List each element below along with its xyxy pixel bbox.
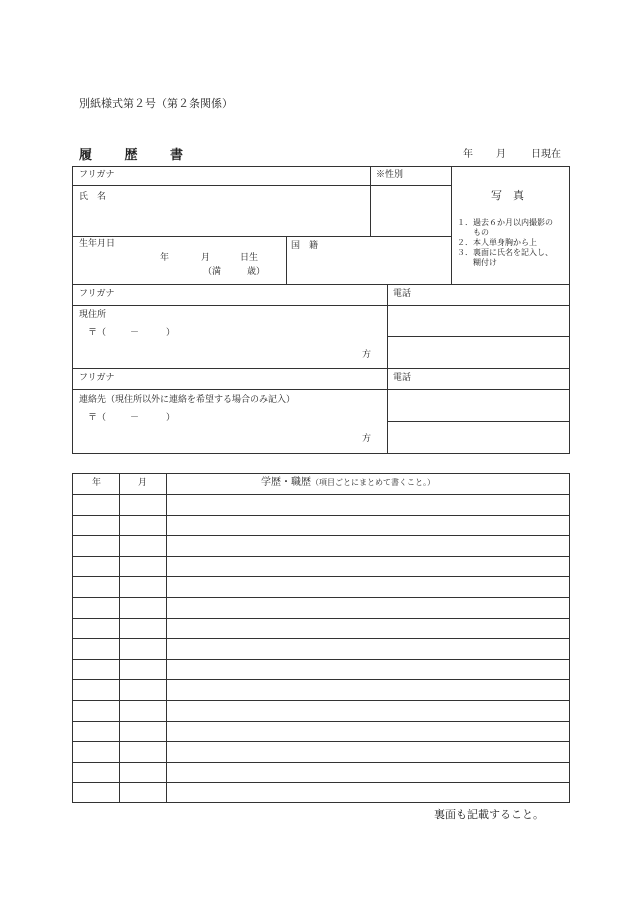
photo-note: 糊付け xyxy=(457,258,497,267)
table-row[interactable] xyxy=(73,536,569,556)
current-address-field[interactable] xyxy=(74,342,354,366)
table-row[interactable] xyxy=(73,742,569,762)
table-row[interactable] xyxy=(73,577,569,597)
table-row[interactable] xyxy=(73,619,569,639)
contact-phone-label: 電話 xyxy=(393,373,412,383)
table-row[interactable] xyxy=(73,680,569,700)
contact-phone-field-alt[interactable] xyxy=(389,423,568,452)
contact-phone-field[interactable] xyxy=(389,391,568,419)
photo-note: ２．本人単身胸から上 xyxy=(457,238,537,247)
form-code: 別紙様式第２号（第２条関係） xyxy=(79,97,233,110)
contact-suffix: 方 xyxy=(362,434,372,444)
table-row[interactable] xyxy=(73,598,569,618)
age-open-label: （満 xyxy=(203,267,222,277)
contact-address-label: 連絡先（現住所以外に連絡を希望する場合のみ記入） xyxy=(79,395,296,405)
nationality-field[interactable] xyxy=(288,256,448,283)
history-col-content xyxy=(261,478,435,488)
contact-postal-prefix: 〒（ xyxy=(88,413,107,423)
photo-note: もの xyxy=(457,228,489,237)
name-label: 氏 名 xyxy=(79,192,107,202)
table-row[interactable] xyxy=(73,783,569,803)
contact-address-field[interactable] xyxy=(74,427,354,451)
table-row[interactable] xyxy=(73,763,569,783)
phone-field[interactable] xyxy=(389,307,568,334)
photo-label: 写 真 xyxy=(491,189,524,202)
photo-note: １．過去６か月以内撮影の xyxy=(457,218,553,227)
birth-year-label: 年 xyxy=(160,253,170,263)
footer-note: 裏面も記載すること。 xyxy=(434,808,544,821)
date-year-label: 年 xyxy=(463,149,473,160)
table-row[interactable] xyxy=(73,557,569,577)
table-row[interactable] xyxy=(73,495,569,515)
address-suffix: 方 xyxy=(362,350,372,360)
table-row[interactable] xyxy=(73,722,569,742)
table-row[interactable] xyxy=(73,660,569,680)
postal-prefix: 〒（ xyxy=(88,328,107,338)
photo-note: ３．裏面に氏名を記入し、 xyxy=(457,248,553,257)
contact-postal-dash: － xyxy=(130,413,140,423)
contact-furigana-label: フリガナ xyxy=(79,373,115,383)
birth-date-label: 生年月日 xyxy=(79,239,116,249)
table-row[interactable] xyxy=(73,516,569,536)
contact-postal-close: ） xyxy=(166,413,176,423)
phone-field-alt[interactable] xyxy=(389,338,568,366)
name-field[interactable] xyxy=(74,205,368,234)
gender-field[interactable] xyxy=(372,187,449,234)
birth-day-label: 日生 xyxy=(240,253,259,263)
current-address-label: 現住所 xyxy=(79,310,107,320)
postal-dash: － xyxy=(130,328,140,338)
page-title: 履 歴 書 xyxy=(79,148,198,163)
gender-label: ※性別 xyxy=(376,170,404,180)
nationality-label: 国 籍 xyxy=(291,241,319,251)
date-current-label: 日現在 xyxy=(531,149,561,160)
table-row[interactable] xyxy=(73,701,569,721)
address-phone-label: 電話 xyxy=(393,289,412,299)
history-col-content-note: （項目ごとにまとめて書くこと。） xyxy=(311,478,435,487)
age-close-label: 歳） xyxy=(247,267,266,277)
furigana-label: フリガナ xyxy=(79,170,115,180)
history-col-content-main: 学歴・職歴 xyxy=(261,477,311,488)
date-month-label: 月 xyxy=(496,149,506,160)
table-row[interactable] xyxy=(73,639,569,659)
postal-close: ） xyxy=(166,328,176,338)
birth-month-label: 月 xyxy=(201,253,211,263)
address-furigana-label: フリガナ xyxy=(79,289,115,299)
history-col-month: 月 xyxy=(138,478,148,488)
history-col-year: 年 xyxy=(92,478,102,488)
